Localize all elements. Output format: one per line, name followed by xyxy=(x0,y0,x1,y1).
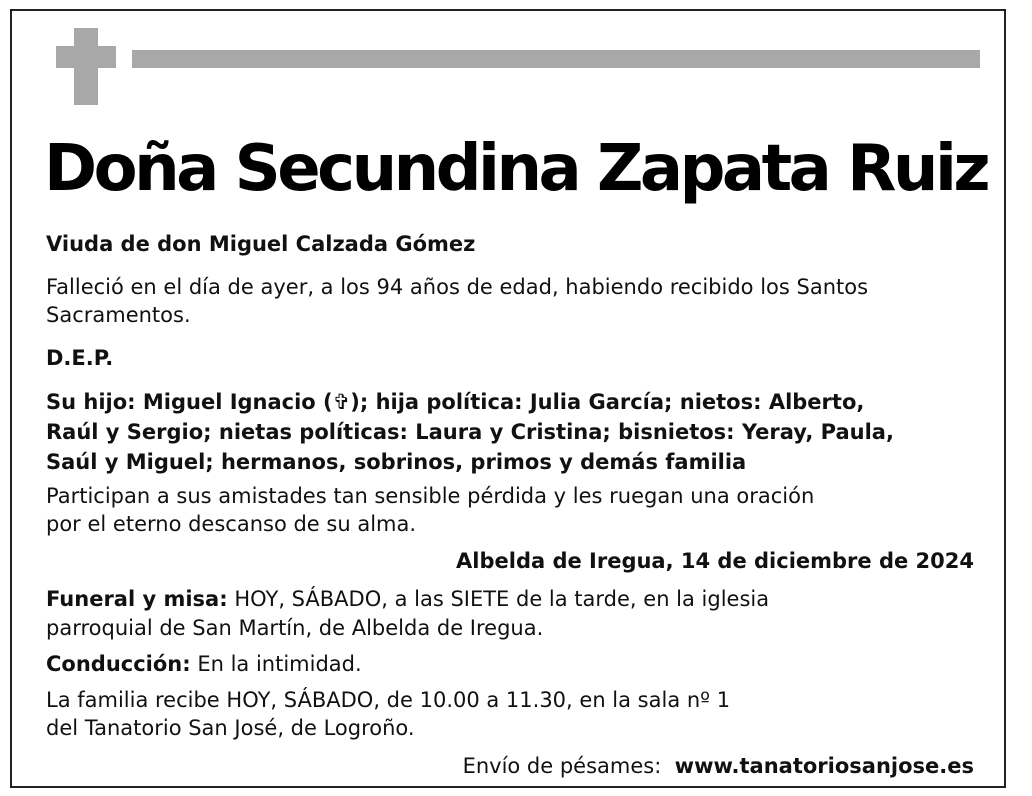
funeral-label: Funeral y misa: xyxy=(46,587,228,611)
family-line-2: Raúl y Sergio; nietas políticas: Laura y Cristina; bisnietos: Yeray, Paula, xyxy=(46,420,894,444)
place-date: Albelda de Iregua, 14 de diciembre de 2024 xyxy=(456,549,974,573)
receives-line-1: La familia recibe HOY, SÁBADO, de 10.00 a 11.30, en la sala nº 1 xyxy=(46,688,731,712)
death-notice-line-1: Falleció en el día de ayer, a los 94 años de edad, habiendo recibido los Santos xyxy=(46,275,869,299)
dep-line: D.E.P. xyxy=(46,346,114,370)
condolences-line xyxy=(463,752,974,780)
family-line-3: Saúl y Miguel; hermanos, sobrinos, primos y demás familia xyxy=(46,450,747,474)
family-text-b: ); hija política: Julia García; nietos: Alberto, xyxy=(350,390,865,414)
condolences-label: Envío de pésames: xyxy=(462,754,662,778)
family-text-a: Su hijo: Miguel Ignacio ( xyxy=(46,390,333,414)
small-cross-icon: ✞ xyxy=(332,390,351,414)
funeral-text: HOY, SÁBADO, a las SIETE de la tarde, en la iglesia xyxy=(227,587,770,611)
cross-icon-bar xyxy=(56,46,116,68)
condolences-url[interactable]: www.tanatoriosanjose.es xyxy=(674,754,974,778)
conduccion-line xyxy=(46,650,362,678)
funeral-line-1 xyxy=(46,585,769,613)
funeral-line-2: parroquial de San Martín, de Albelda de Iregua. xyxy=(46,616,544,640)
death-notice-line-2: Sacramentos. xyxy=(46,303,191,327)
request-line-1: Participan a sus amistades tan sensible pérdida y les ruegan una oración xyxy=(46,484,815,508)
request-line-2: por el eterno descanso de su alma. xyxy=(46,512,417,536)
widow-line: Viuda de don Miguel Calzada Gómez xyxy=(46,232,476,256)
family-line-1 xyxy=(46,388,864,416)
deceased-name: Doña Secundina Zapata Ruiz xyxy=(44,132,988,206)
conduccion-text: En la intimidad. xyxy=(190,652,362,676)
receives-line-2: del Tanatorio San José, de Logroño. xyxy=(46,716,415,740)
header-rule xyxy=(132,50,980,68)
conduccion-label: Conducción: xyxy=(46,652,191,676)
